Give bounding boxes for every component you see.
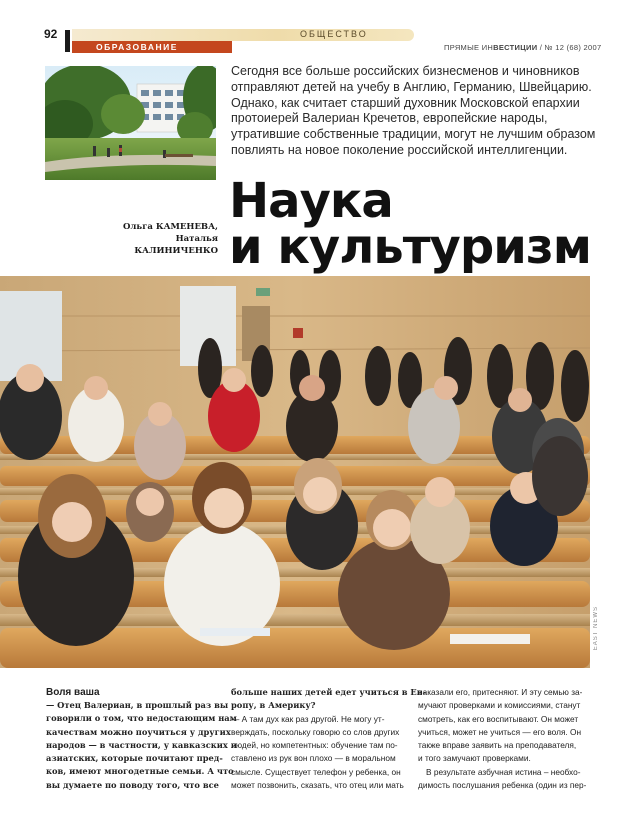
answer-line: ставлено из рук вон плохо — в моральном [231,753,396,764]
issue-info [444,43,601,52]
question-line: вы думаете по поводу того, что все [46,779,219,790]
answer-line: димость послушания ребенка (один из пер- [418,780,587,791]
title-line-2: и культуризм [229,219,591,275]
question-line: говорили о том, что недостающим нам [46,713,237,724]
body-column-1 [46,686,237,792]
answer-line: — А там дух как раз другой. Не могу ут- [231,713,385,724]
answer-line: также вправе заявить на преподавателя, [418,740,577,751]
question-line: азиатских, которые почитают пред- [46,753,223,764]
body-column-2 [231,686,426,792]
answer-line: смотреть, как его воспитывают. Он может [418,713,579,724]
issue-post: / № 12 (68) 2007 [537,43,602,52]
question-line: качествам можно поучиться у других [46,726,231,737]
lead-paragraph: Сегодня все больше российских бизнесменов и чиновников отправляют детей на учебу в Англию, Германию, Швейцарию. Однако, как считает старший духовник Московской епархии протоиерей Валериан Кречетов, европейские народы, утратившие собственные традиции, могут не лучшим образом повлиять на новое поколение российской интеллигенции. [231,64,596,157]
rubric-label: ОБРАЗОВАНИЕ [96,42,178,52]
question-line: ков, имеют многодетные семьи. А что [46,766,234,777]
issue-pre: ПРЯМЫЕ ИН [444,43,494,52]
page-number-bar [65,30,70,52]
question-line: ропу, в Америку? [231,700,316,711]
answer-line: и того замучают проверками. [418,753,531,764]
question-line: больше наших детей едет учиться в Ев- [231,687,426,697]
title-line-1: Наука [229,173,393,229]
answer-line: учиться, может не учиться — его воля. Он [418,726,582,737]
answer-line: наказали его, притесняют. И эту семью за- [418,687,583,697]
byline [96,221,218,257]
page-number: 92 [44,27,58,41]
lecture-hall-photo [0,276,590,668]
question-line: — Отец Валериан, в прошлый раз вы [46,700,229,710]
answer-line: может позвонить, сказать, что отец или мать [231,780,404,791]
article-title [229,173,591,275]
author-1: Ольга КАМЕНЕВА, [123,222,218,232]
answer-line: людей, но компетентных: обучение там по- [231,740,398,751]
body-column-3 [418,686,588,792]
issue-bold: ВЕСТИЦИИ [493,43,538,52]
section-label: ОБЩЕСТВО [300,29,368,39]
campus-photo [45,66,216,180]
question-line: народов — в частности, у кавказских и [46,739,237,750]
answer-line: В результате азбучная истина – необхо- [426,766,581,777]
author-2: Наталья КАЛИНИЧЕНКО [134,234,218,256]
answer-line: верждать, поскольку говорю со слов других [231,726,400,737]
answer-line: мучают проверками и комиссиями, станут [418,700,581,711]
photo-credit: EAST NEWS [593,606,599,651]
answer-line: смысле. Существует телефон у ребенка, он [231,766,401,777]
subheading: Воля ваша [46,687,100,698]
